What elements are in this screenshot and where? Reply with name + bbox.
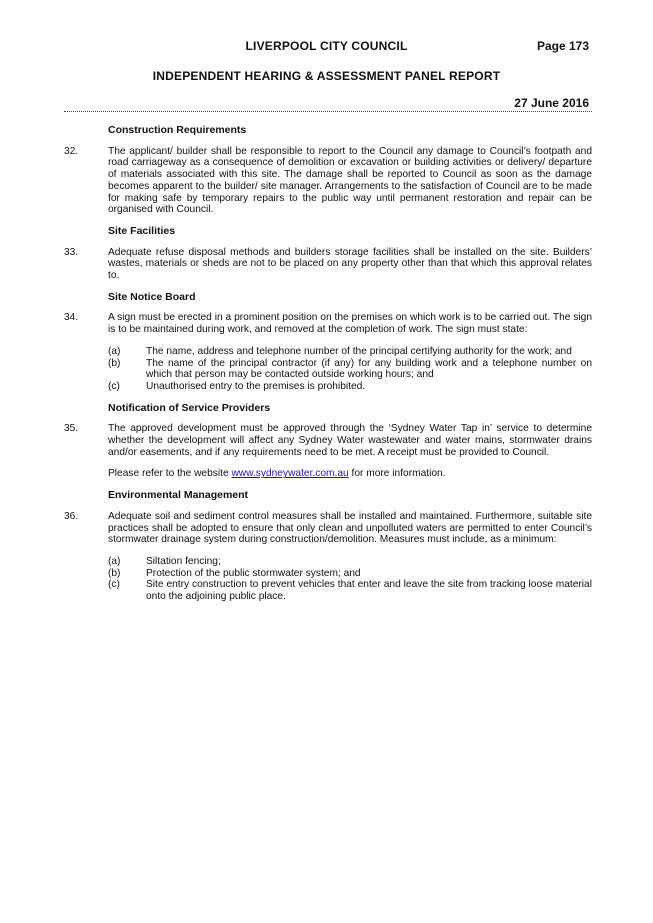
list-item-label: (b) bbox=[108, 357, 121, 369]
sydney-water-link[interactable]: www.sydneywater.com.au bbox=[231, 468, 349, 480]
list-item-text: Protection of the public stormwater system; and bbox=[146, 567, 361, 579]
list-item-label: (a) bbox=[108, 345, 121, 357]
condition-item bbox=[64, 312, 592, 392]
list-item-text: Site entry construction to prevent vehicles that enter and leave the site from tracking loose material onto the adjoining public place. bbox=[146, 579, 592, 603]
report-title: INDEPENDENT HEARING & ASSESSMENT PANEL REPORT bbox=[152, 69, 501, 83]
section-heading: Notification of Service Providers bbox=[108, 401, 271, 414]
report-date: 27 June 2016 bbox=[514, 96, 589, 110]
condition-text: Adequate soil and sediment control measures shall be installed and maintained. Furthermore, suitable site practices shall be adopted to ensure that only clean and unpolluted waters are permitted to enter Council’s stormwater drainage system during construction/demolition. Measures must include, as a minimum: bbox=[108, 510, 592, 546]
sub-list bbox=[108, 346, 592, 393]
council-name: LIVERPOOL CITY COUNCIL bbox=[245, 39, 408, 53]
section-heading: Environmental Management bbox=[108, 489, 249, 502]
condition-text: A sign must be erected in a prominent position on the premises on which work is to be carried out. The sign is to be maintained during work, and removed at the completion of work. The sign must state: bbox=[108, 312, 592, 336]
document-body bbox=[64, 125, 592, 613]
page-number: Page 173 bbox=[536, 39, 589, 53]
condition-number: 35. bbox=[64, 423, 79, 435]
list-item bbox=[108, 358, 592, 381]
condition-number: 33. bbox=[64, 246, 79, 258]
condition-item bbox=[64, 511, 592, 603]
section-heading: Construction Requirements bbox=[108, 124, 247, 136]
list-item-label: (b) bbox=[108, 567, 121, 579]
list-item bbox=[108, 579, 592, 602]
list-item-text: The name, address and telephone number of the principal certifying authority for the work; and bbox=[146, 345, 572, 357]
list-item-label: (a) bbox=[108, 555, 121, 567]
list-item bbox=[108, 346, 592, 358]
condition-text: The approved development must be approved through the ‘Sydney Water Tap in’ service to determine whether the development will affect any Sydney Water wastewater and water mains, stormwater drains and/or easements, and if any requirements need to be met. A receipt must be provided to Council. bbox=[108, 423, 592, 458]
header-divider bbox=[64, 111, 592, 112]
condition-number: 36. bbox=[64, 510, 79, 522]
sub-list bbox=[108, 556, 592, 603]
condition-number: 32. bbox=[64, 145, 79, 157]
condition-item bbox=[64, 146, 592, 216]
condition-item bbox=[64, 423, 592, 480]
condition-text: The applicant/ builder shall be responsible to report to the Council any damage to Council’s footpath and road carriageway as a consequence of demolition or excavation or building activities or delivery/ departure of materials associated with this site. The damage shall be reported to Council as soon as the damage becomes apparent to the builder/ site manager. Arrangements to the satisfaction of Council are to be made for making safe by temporary repairs to the public way until permanent restoration and repair can be organised with Council. bbox=[108, 145, 592, 216]
list-item-text: Unauthorised entry to the premises is prohibited. bbox=[146, 380, 366, 392]
section-heading: Site Facilities bbox=[108, 224, 176, 237]
list-item-text: Siltation fencing; bbox=[146, 555, 221, 567]
website-reference bbox=[108, 468, 592, 480]
section-heading: Site Notice Board bbox=[108, 290, 196, 303]
list-item-label: (c) bbox=[108, 579, 120, 591]
reference-suffix: for more information. bbox=[348, 468, 446, 480]
list-item-label: (c) bbox=[108, 380, 120, 392]
list-item bbox=[108, 381, 592, 393]
list-item bbox=[108, 556, 592, 568]
condition-text: Adequate refuse disposal methods and builders storage facilities shall be installed on the site. Builders’ wastes, materials or sheds are not to be placed on any property other than that which this approval relates to. bbox=[108, 246, 592, 282]
list-item bbox=[108, 568, 592, 580]
list-item-text: The name of the principal contractor (if any) for any building work and a telephone number on which that person may be contacted outside working hours; and bbox=[146, 357, 592, 381]
condition-item bbox=[64, 247, 592, 282]
condition-number: 34. bbox=[64, 312, 79, 324]
reference-prefix: Please refer to the website bbox=[108, 468, 232, 480]
